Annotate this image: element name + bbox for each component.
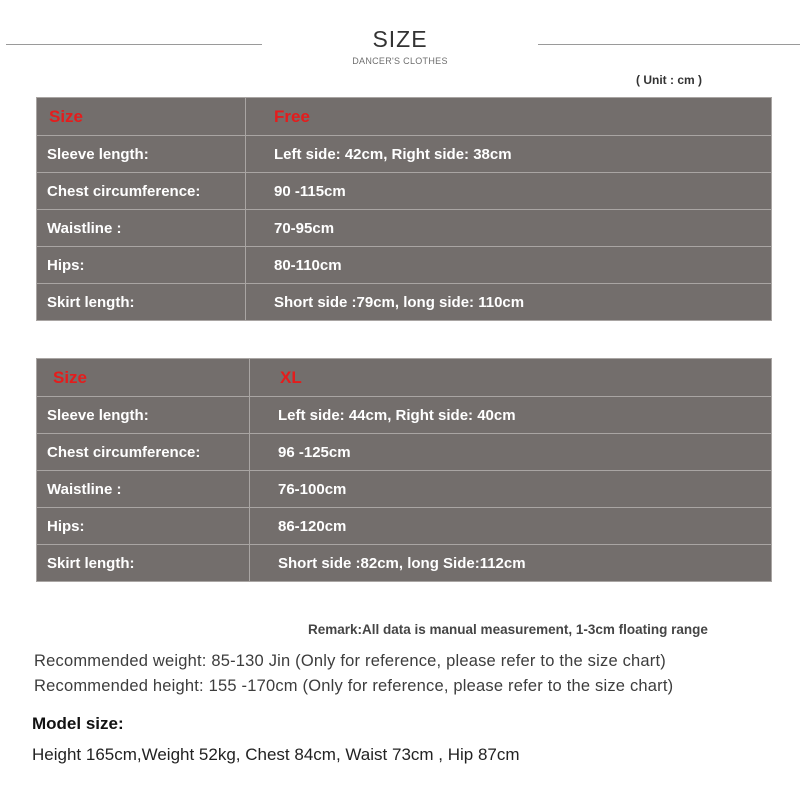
row-value: 76-100cm <box>250 471 772 508</box>
size-header-value: XL <box>250 359 772 397</box>
row-value: Short side :79cm, long side: 110cm <box>246 284 772 321</box>
row-label: Skirt length: <box>37 545 250 582</box>
row-label: Hips: <box>37 508 250 545</box>
table-row <box>37 173 772 210</box>
row-label: Waistline : <box>37 210 246 247</box>
row-label: Hips: <box>37 247 246 284</box>
unit-label: ( Unit : cm ) <box>636 73 702 87</box>
page-title: SIZE <box>372 26 428 52</box>
row-label: Chest circumference: <box>37 434 250 471</box>
table-row <box>37 397 772 434</box>
table-row <box>37 210 772 247</box>
table-row <box>37 247 772 284</box>
page-subtitle: DANCER'S CLOTHES <box>352 56 448 66</box>
row-value: Short side :82cm, long Side:112cm <box>250 545 772 582</box>
page-header <box>0 0 800 70</box>
row-label: Sleeve length: <box>37 136 246 173</box>
row-label: Chest circumference: <box>37 173 246 210</box>
size-table-xl <box>36 358 772 582</box>
model-size-details: Height 165cm,Weight 52kg, Chest 84cm, Waist 73cm , Hip 87cm <box>32 745 520 764</box>
size-header-value: Free <box>246 98 772 136</box>
row-value: 96 -125cm <box>250 434 772 471</box>
model-size-title: Model size: <box>32 714 124 733</box>
table-row <box>37 136 772 173</box>
row-value: 70-95cm <box>246 210 772 247</box>
size-header-label: Size <box>37 359 250 397</box>
row-value: 90 -115cm <box>246 173 772 210</box>
table-row <box>37 471 772 508</box>
size-header-label: Size <box>37 98 246 136</box>
table-row <box>37 284 772 321</box>
table-row <box>37 508 772 545</box>
row-value: 80-110cm <box>246 247 772 284</box>
row-value: 86-120cm <box>250 508 772 545</box>
recommended-weight: Recommended weight: 85-130 Jin (Only for reference, please refer to the size chart) <box>34 652 666 670</box>
remark-note: Remark:All data is manual measurement, 1-3cm floating range <box>308 622 708 637</box>
row-label: Waistline : <box>37 471 250 508</box>
table-row <box>37 434 772 471</box>
size-table-header-row <box>37 98 772 136</box>
size-table-header-row <box>37 359 772 397</box>
row-value: Left side: 42cm, Right side: 38cm <box>246 136 772 173</box>
row-label: Sleeve length: <box>37 397 250 434</box>
size-table-free <box>36 97 772 321</box>
row-label: Skirt length: <box>37 284 246 321</box>
table-row <box>37 545 772 582</box>
row-value: Left side: 44cm, Right side: 40cm <box>250 397 772 434</box>
recommended-height: Recommended height: 155 -170cm (Only for reference, please refer to the size chart) <box>34 677 674 695</box>
